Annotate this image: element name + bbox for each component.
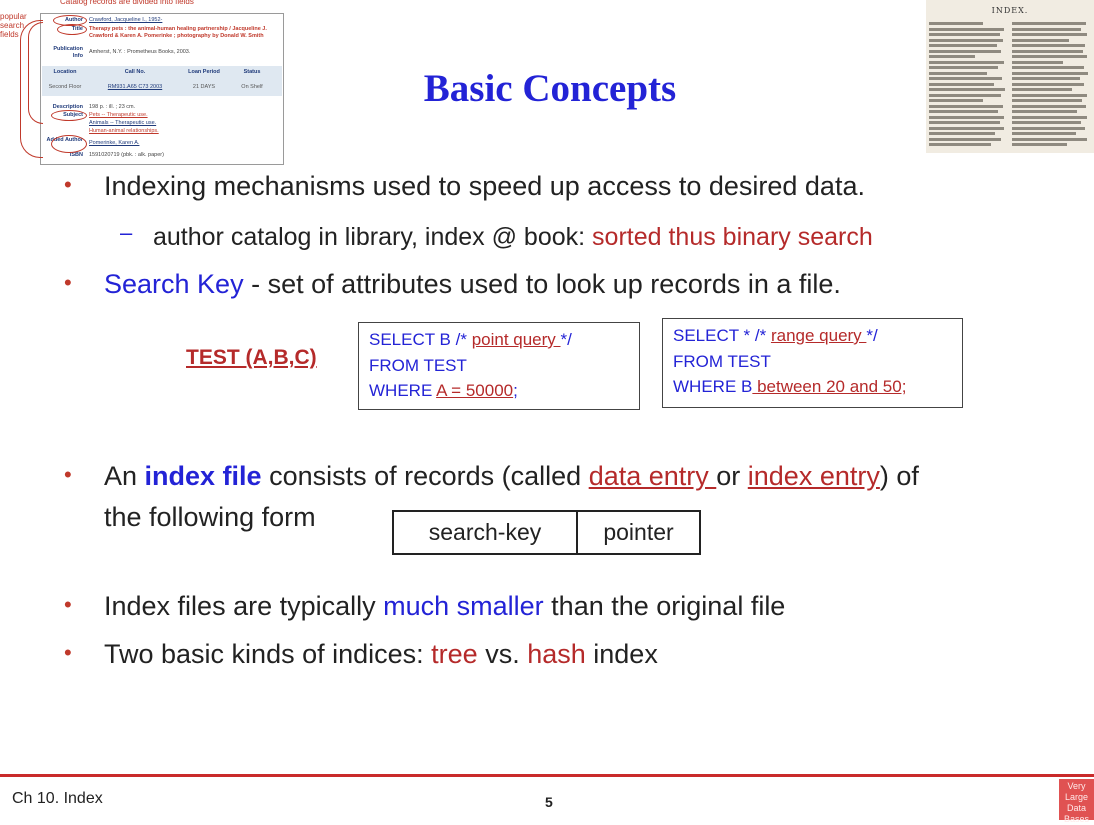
publication-field: Publication Info (53, 46, 83, 59)
catalog-record-image (40, 13, 284, 165)
slide-title: Basic Concepts (423, 67, 677, 110)
sub-bullet-catalog: author catalog in library, index @ book: sorted thus binary search (153, 223, 873, 251)
isbn-value: 1591020719 (pbk. : alk. paper) (89, 152, 164, 158)
added-author-field: Added Author (46, 137, 83, 143)
holdings-header: Location (53, 69, 77, 75)
footer-divider (0, 774, 1094, 777)
title-highlight-oval (57, 24, 87, 35)
holdings-header: Status (243, 69, 261, 75)
bullet-icon: • (64, 640, 72, 665)
title-field: Title (71, 26, 83, 32)
holdings-cell: Second Floor (48, 84, 82, 90)
vldb-logo: Very Large Data Bases (1059, 779, 1094, 820)
bullet-icon: • (64, 172, 72, 197)
dash-icon: – (120, 220, 133, 245)
data-entry-form (392, 510, 701, 555)
subject-value: Pets -- Therapeutic use. (89, 112, 148, 118)
holdings-header: Call No. (124, 69, 146, 75)
bullet-icon: • (64, 462, 72, 487)
pointer-cell: pointer (603, 519, 674, 545)
bullet-index-file: An index file consists of records (called data entry or index entry) of (104, 461, 919, 491)
title-value: Therapy pets : the animal-human healing partnership / Jacqueline J. Crawford & Karen A. Pomerinke ; photography by Donald W. Smith (89, 26, 267, 39)
footer-chapter: Ch 10. Index (12, 790, 103, 807)
point-query-box: SELECT B /* point query */ FROM TEST WHERE A = 50000; (358, 322, 640, 410)
catalog-caption: Catalog records are divided into fields (60, 0, 194, 6)
subject-field: Subject (63, 112, 83, 118)
bullet-index-file-line2: the following form (104, 502, 316, 532)
added-author-value: Pomerinke, Karen A. (89, 140, 140, 146)
bullet-smaller: Index files are typically much smaller than the original file (104, 591, 786, 621)
subject-value: Animals -- Therapeutic use. (89, 120, 157, 126)
bullet-indexing: Indexing mechanisms used to speed up access to desired data. (104, 171, 865, 201)
popular-search-fields-label: popular search fields (0, 12, 27, 39)
isbn-field: ISBN (69, 152, 83, 158)
author-field: Author (64, 17, 83, 23)
holdings-cell: RM931.A65 C73 2003 (107, 84, 163, 90)
holdings-cell: 21 DAYS (192, 84, 216, 90)
bullet-search-key: Search Key - set of attributes used to look up records in a file. (104, 269, 841, 299)
subject-highlight-oval (51, 110, 87, 121)
test-relation-label: TEST (A,B,C) (186, 346, 317, 369)
author-value: Crawford, Jacqueline I., 1952- (89, 17, 163, 23)
holdings-cell: On Shelf (241, 84, 263, 90)
index-column (1012, 22, 1089, 150)
search-fields-bracket (28, 22, 43, 124)
book-index-image: INDEX. (926, 0, 1094, 153)
page-number: 5 (545, 794, 553, 810)
description-field: Description (52, 104, 83, 110)
publication-value: Amherst, N.Y. : Prometheus Books, 2003. (89, 49, 191, 55)
bullet-icon: • (64, 270, 72, 295)
index-column (929, 22, 1006, 150)
added-author-highlight-oval (51, 135, 87, 153)
bullet-icon: • (64, 592, 72, 617)
description-value: 198 p. : ill. ; 23 cm. (89, 104, 136, 110)
holdings-header: Loan Period (188, 69, 220, 75)
subject-value: Human-animal relationships. (89, 128, 159, 134)
search-key-cell: search-key (394, 512, 578, 553)
bullet-kinds: Two basic kinds of indices: tree vs. hash index (104, 639, 658, 669)
range-query-box: SELECT * /* range query */ FROM TEST WHERE B between 20 and 50; (662, 318, 963, 408)
